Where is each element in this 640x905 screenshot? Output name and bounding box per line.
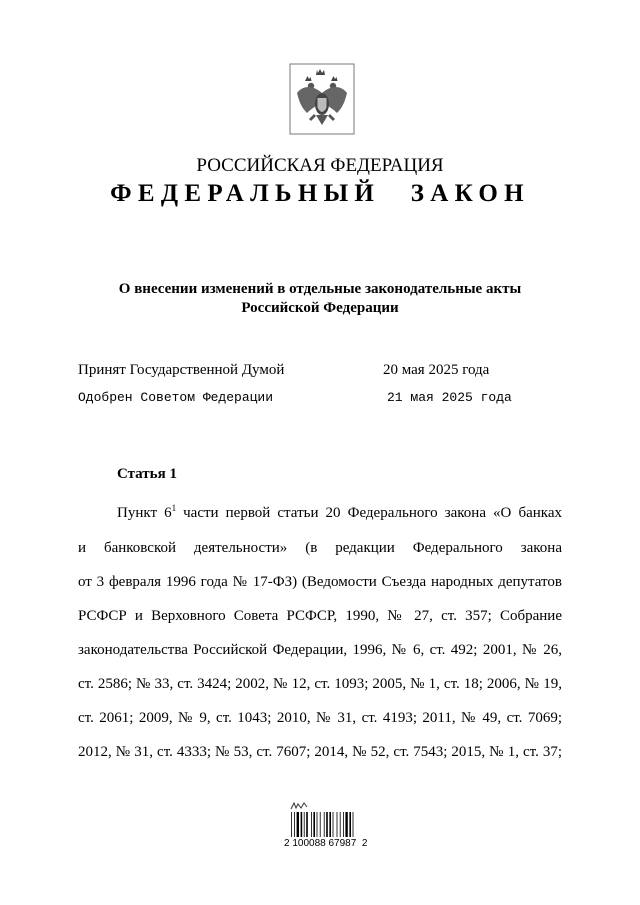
barcode-bar bbox=[333, 812, 334, 837]
barcode-bar bbox=[324, 812, 325, 837]
barcode-bar bbox=[294, 812, 295, 837]
article-text: Пункт 6 bbox=[117, 505, 172, 521]
article-line: РСФСР и Верховного Совета РСФСР, 1990, № 27, ст. 357; Собрание bbox=[78, 608, 562, 624]
barcode-bar bbox=[297, 812, 299, 837]
barcode-bar bbox=[311, 812, 312, 837]
article-line: от 3 февраля 1996 года № 17-ФЗ) (Ведомости Съезда народных депутатов bbox=[78, 574, 562, 590]
barcode-bar bbox=[353, 812, 354, 837]
law-title-line: О внесении изменений в отдельные законодательные акты bbox=[118, 281, 522, 297]
superscript: 1 bbox=[171, 503, 177, 513]
article-line: ст. 2586; № 33, ст. 3424; 2002, № 12, ст. 1093; 2005, № 1, ст. 18; 2006, № 19, bbox=[78, 676, 562, 692]
barcode-number: 2 100088 67987 2 bbox=[284, 838, 368, 849]
article-heading: Статья 1 bbox=[117, 466, 177, 482]
barcode-bar bbox=[343, 812, 344, 837]
law-type: ФЕДЕРАЛЬНЫЙ ЗАКОН bbox=[110, 180, 530, 207]
barcode-bar bbox=[349, 812, 351, 837]
barcode-bar bbox=[345, 812, 347, 837]
barcode-bar bbox=[304, 812, 305, 837]
law-title-line: Российской Федерации bbox=[241, 300, 399, 316]
barcode-bar bbox=[340, 812, 341, 837]
article-line: и банковской деятельности» (в редакции Федерального закона bbox=[78, 540, 562, 556]
barcode-bar bbox=[326, 812, 328, 837]
barcode-bar bbox=[317, 812, 318, 837]
article-text: части первой статьи 20 Федерального закона «О банках bbox=[176, 505, 562, 521]
approved-date: 21 мая 2025 года bbox=[387, 390, 512, 405]
handwritten-mark-icon bbox=[290, 801, 308, 811]
adopted-label: Принят Государственной Думой bbox=[78, 362, 285, 378]
approved-label: Одобрен Советом Федерации bbox=[78, 390, 274, 405]
law-title bbox=[0, 280, 640, 318]
coat-of-arms-icon bbox=[289, 63, 355, 135]
country-name: РОССИЙСКАЯ ФЕДЕРАЦИЯ bbox=[196, 155, 444, 176]
barcode-bar bbox=[291, 812, 292, 837]
adopted-date: 20 мая 2025 года bbox=[383, 362, 490, 378]
article-line: 2012, № 31, ст. 4333; № 53, ст. 7607; 2014, № 52, ст. 7543; 2015, № 1, ст. 37; bbox=[78, 744, 562, 760]
barcode-bar bbox=[306, 812, 308, 837]
barcode-bar bbox=[320, 812, 321, 837]
barcode-bar bbox=[313, 812, 315, 837]
barcode-bar bbox=[301, 812, 303, 837]
barcode-bar bbox=[329, 812, 331, 837]
article-line: законодательства Российской Федерации, 1996, № 6, ст. 492; 2001, № 26, bbox=[78, 642, 562, 658]
article-line: ст. 2061; 2009, № 9, ст. 1043; 2010, № 31, ст. 4193; 2011, № 49, ст. 7069; bbox=[78, 710, 562, 726]
barcode-bar bbox=[337, 812, 338, 837]
barcode-icon bbox=[290, 812, 356, 837]
article-line bbox=[117, 504, 562, 523]
